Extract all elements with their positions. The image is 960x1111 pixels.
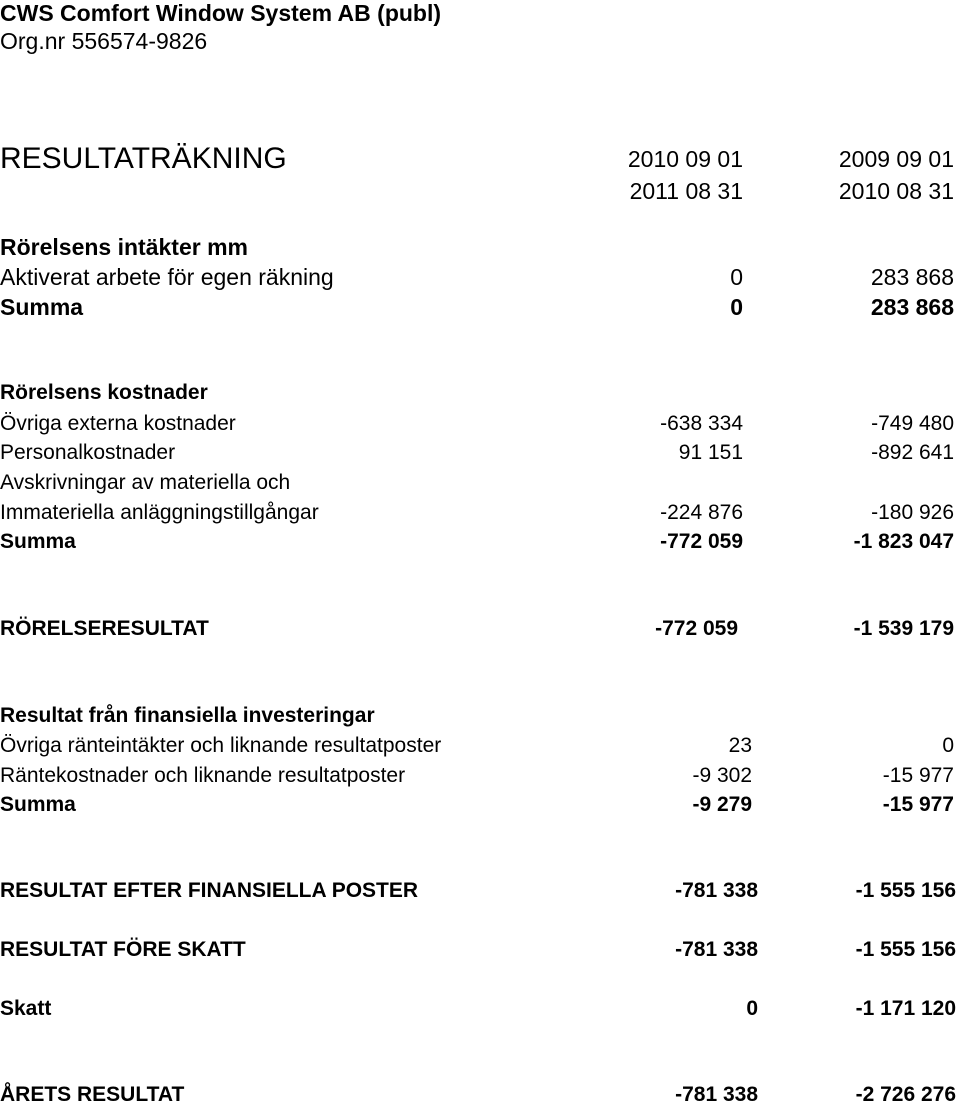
tax-label: Skatt — [0, 997, 52, 1020]
financial-heading: Resultat från finansiella investeringar — [0, 704, 375, 727]
value-previous: -749 480 — [871, 412, 954, 435]
section-heading — [0, 231, 960, 263]
summa-current: -9 279 — [692, 793, 752, 816]
org-nr-row — [0, 25, 960, 57]
period-end-row — [0, 175, 960, 207]
row-label: Aktiverat arbete för egen räkning — [0, 264, 334, 290]
summa-label: Summa — [0, 793, 76, 816]
value-previous: -180 926 — [871, 501, 954, 524]
summa-previous: 283 868 — [870, 294, 954, 320]
net-result-label: ÅRETS RESULTAT — [0, 1083, 185, 1106]
value-current: -9 302 — [692, 764, 752, 787]
value-previous: 283 868 — [870, 264, 954, 290]
table-row — [0, 437, 960, 469]
summa-previous: -1 823 047 — [853, 530, 954, 553]
row-label: Avskrivningar av materiella och — [0, 471, 291, 494]
summa-label: Summa — [0, 530, 76, 553]
summa-row — [0, 291, 960, 323]
row-label: Immateriella anläggningstillgångar — [0, 501, 319, 524]
table-row — [0, 261, 960, 293]
org-number: Org.nr 556574-9826 — [0, 28, 208, 54]
section-heading — [0, 700, 960, 732]
row-label: Övriga ränteintäkter och liknande resultatposter — [0, 734, 442, 757]
summa-current: 0 — [730, 294, 743, 320]
result-before-tax-label: RESULTAT FÖRE SKATT — [0, 938, 246, 961]
operating-result-label: RÖRELSERESULTAT — [0, 617, 209, 640]
company-name: CWS Comfort Window System AB (publ) — [0, 0, 442, 26]
value-previous: -15 977 — [882, 764, 954, 787]
total-row — [0, 875, 960, 907]
operating-result-previous: -1 539 179 — [853, 617, 954, 640]
value-current: 91 151 — [678, 441, 743, 464]
value-current: 0 — [730, 264, 743, 290]
period-previous-end: 2010 08 31 — [838, 178, 954, 204]
result-after-financial-label: RESULTAT EFTER FINANSIELLA POSTER — [0, 879, 419, 902]
value-previous: -892 641 — [871, 441, 954, 464]
value-current: -224 876 — [660, 501, 743, 524]
result-after-financial-previous: -1 555 156 — [855, 879, 956, 902]
row-label: Personalkostnader — [0, 441, 176, 464]
period-previous-start: 2009 09 01 — [838, 146, 954, 172]
period-current-start: 2010 09 01 — [627, 146, 743, 172]
summa-label: Summa — [0, 294, 84, 320]
table-row — [0, 497, 960, 529]
value-current: 23 — [728, 734, 752, 757]
row-label: Räntekostnader och liknande resultatposter — [0, 764, 406, 787]
operating-result-current: -772 059 — [655, 617, 738, 640]
total-row — [0, 1079, 960, 1111]
statement-title: RESULTATRÄKNING — [0, 142, 287, 175]
total-row — [0, 613, 960, 645]
table-row — [0, 408, 960, 440]
value-previous: 0 — [942, 734, 954, 757]
total-row — [0, 934, 960, 966]
result-after-financial-current: -781 338 — [675, 879, 758, 902]
summa-previous: -15 977 — [882, 793, 954, 816]
table-row — [0, 467, 960, 499]
income-heading: Rörelsens intäkter mm — [0, 234, 248, 260]
table-row — [0, 730, 960, 762]
total-row — [0, 993, 960, 1025]
summa-row — [0, 526, 960, 558]
table-row — [0, 760, 960, 792]
section-heading — [0, 377, 960, 409]
value-current: -638 334 — [660, 412, 743, 435]
tax-current: 0 — [746, 997, 758, 1020]
result-before-tax-current: -781 338 — [675, 938, 758, 961]
summa-row — [0, 789, 960, 821]
row-label: Övriga externa kostnader — [0, 412, 236, 435]
statement-title-row — [0, 143, 960, 175]
tax-previous: -1 171 120 — [855, 997, 956, 1020]
net-result-previous: -2 726 276 — [855, 1083, 956, 1106]
net-result-current: -781 338 — [675, 1083, 758, 1106]
costs-heading: Rörelsens kostnader — [0, 381, 208, 404]
period-current-end: 2011 08 31 — [629, 178, 743, 204]
result-before-tax-previous: -1 555 156 — [855, 938, 956, 961]
summa-current: -772 059 — [660, 530, 743, 553]
